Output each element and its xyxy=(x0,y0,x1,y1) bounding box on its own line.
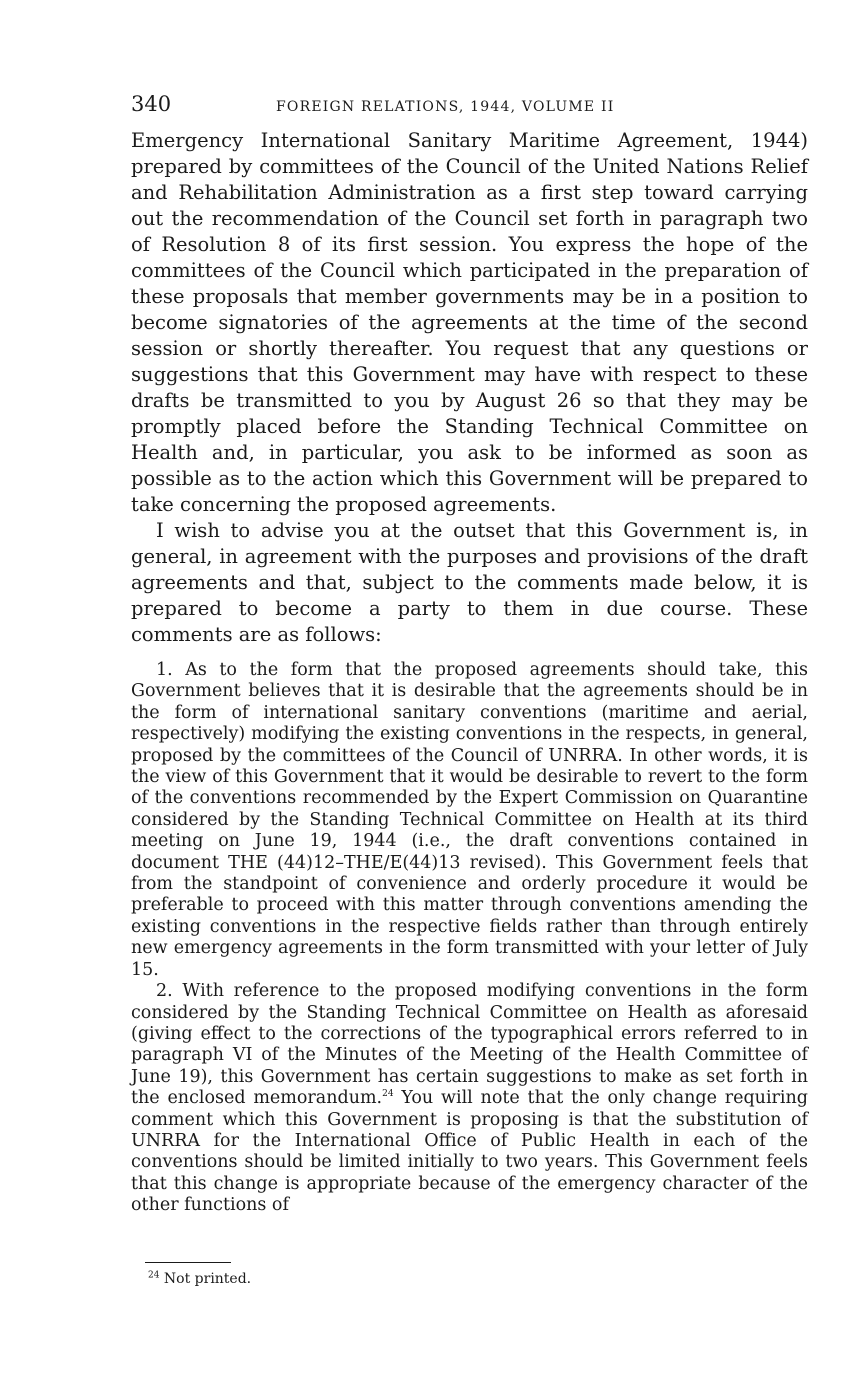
paragraph-advise: I wish to advise you at the outset that this Government is, in general, in agreement with the purposes and provisions of the draft agreements and that, subject to the comments made below, it is prepared to become a party to them in due course. These comments are as follows: xyxy=(131,519,808,646)
paragraph-continuation: Emergency International Sanitary Maritime Agreement, 1944) prepared by committees of the Council of the United Nations Relief and Rehabilitation Administration as a first step toward carrying out the recommendation of the Council set forth in paragraph two of Resolution 8 of its first session. You express the hope of the committees of the Council which participated in the preparation of these proposals that member governments may be in a position to become signatories of the agreements at the time of the second session or shortly thereafter. You request that any questions or suggestions that this Government may have with respect to these drafts be transmitted to you by August 26 so that they may be promptly placed before the Standing Technical Committee on Health and, in particular, you ask to be informed as soon as possible as to the action which this Government will be prepared to take concerning the proposed agreements. xyxy=(131,129,808,516)
footnote xyxy=(148,1271,251,1287)
footnote-divider xyxy=(145,1262,231,1263)
comment-item-2-text: 2. With reference to the proposed modifying conventions in the form considered by the Standing Technical Committee on Health as aforesaid (giving effect to the corrections of the typographical errors referred to in paragraph VI of the Minutes of the Meeting of the Health Committee of June 19), this Government has certain suggestions to make as set forth in the enclosed memorandum. xyxy=(131,981,808,1109)
comment-item-2 xyxy=(131,981,808,1216)
numbered-comments xyxy=(131,660,808,1217)
page-number: 340 xyxy=(131,92,172,116)
document-page xyxy=(131,92,808,1217)
page-header xyxy=(131,92,808,128)
comment-item-2-text-cont: You will note that the only change requiring comment which this Government is proposing is that the substitution of UNRRA for the International Office of Public Health in each of the conventions should be limited initially to two years. This Government feels that this change is appropriate because of the emergency character of the other functions of xyxy=(131,1088,808,1216)
running-head: FOREIGN RELATIONS, 1944, VOLUME II xyxy=(276,99,615,115)
footnote-marker: 24 xyxy=(148,1270,160,1281)
footnote-reference: 24 xyxy=(382,1089,394,1100)
body-text xyxy=(131,128,808,648)
footnote-text: Not printed. xyxy=(163,1271,252,1287)
comment-item-1: 1. As to the form that the proposed agreements should take, this Government believes that it is desirable that the agreements should be in the form of international sanitary conventions (maritime and aerial, respectively) modifying the existing conventions in the respects, in general, proposed by the committees of the Council of UNRRA. In other words, it is the view of this Government that it would be desirable to revert to the form of the conventions recommended by the Expert Commission on Quarantine considered by the Standing Technical Committee on Health at its third meeting on June 19, 1944 (i.e., the draft conventions contained in document THE (44)12–THE/E(44)13 revised). This Government feels that from the standpoint of convenience and orderly procedure it would be preferable to proceed with this matter through conventions amending the existing conventions in the respective fields rather than through entirely new emergency agreements in the form transmitted with your letter of July 15. xyxy=(131,660,808,980)
